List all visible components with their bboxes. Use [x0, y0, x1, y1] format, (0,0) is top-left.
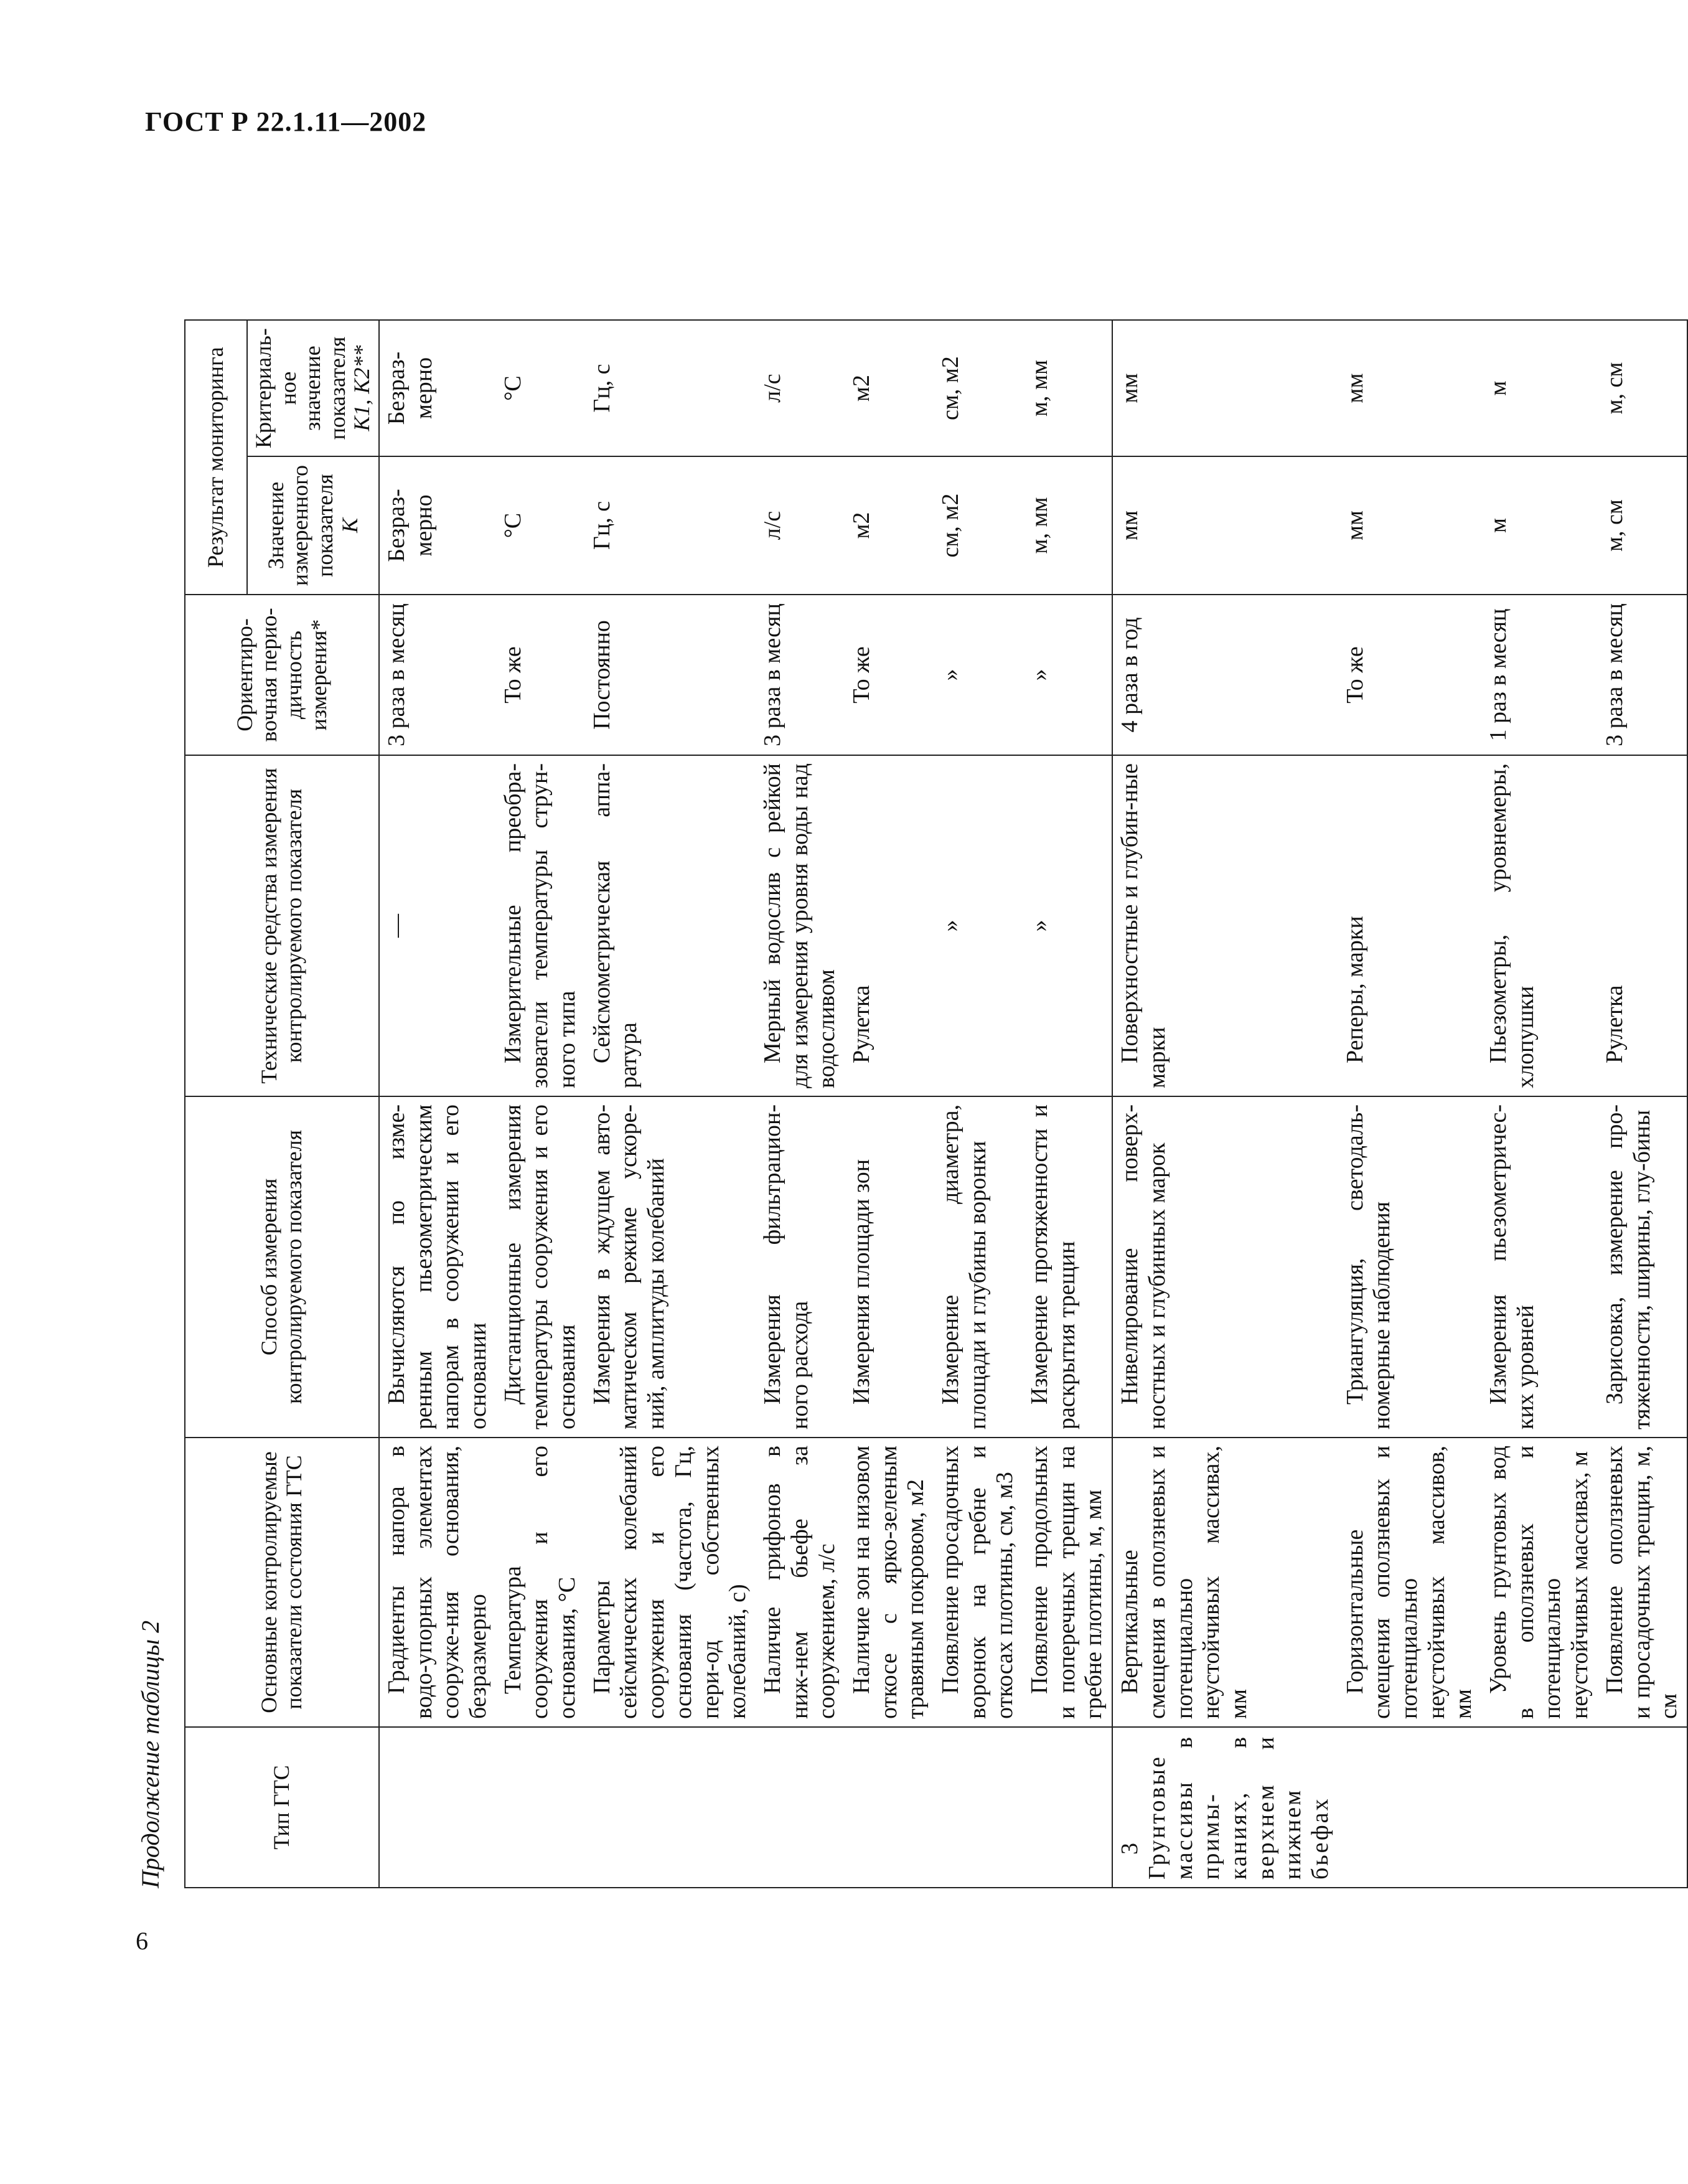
document-code: ГОСТ Р 22.1.11—2002: [145, 106, 427, 137]
value-header-text: Значение измеренного показателя: [263, 464, 337, 586]
rotated-table-region: [131, 181, 1682, 1924]
column-header-tools: Технические средства измерения контролируемого показателя: [185, 755, 379, 1096]
cell-criterion: см, м2: [934, 320, 1023, 456]
table-row: [1481, 320, 1598, 1888]
cell-type: [585, 1727, 756, 1888]
cell-tools: Пьезометры, уровнемеры, хлопушки: [1481, 755, 1598, 1096]
cell-criterion: мм: [1112, 320, 1338, 456]
monitoring-table: [184, 319, 1688, 1888]
column-header-criterion: [247, 320, 379, 456]
cell-type: [496, 1727, 585, 1888]
cell-method: Измерение диаметра, площади и глубины воронки: [934, 1096, 1023, 1438]
cell-period: 3 раза в месяц: [756, 595, 845, 755]
table-row: [756, 320, 845, 1888]
cell-tools: Измерительные преобра-зователи температуры струн-ного типа: [496, 755, 585, 1096]
cell-tools: —: [379, 755, 496, 1096]
cell-period: 1 раз в месяц: [1481, 595, 1598, 755]
cell-indicator: Вертикальные смещения в оползневых и потенциально неустойчивых массивах, мм: [1112, 1438, 1338, 1727]
table-row: [585, 320, 756, 1888]
cell-value: мм: [1112, 456, 1338, 595]
cell-value: мм: [1338, 456, 1481, 595]
cell-type: [1023, 1727, 1112, 1888]
cell-method: Триангуляция, светодаль-номерные наблюдения: [1338, 1096, 1481, 1438]
value-header-k: K: [337, 518, 362, 534]
cell-indicator: Уровень грунтовых вод в оползневых и потенциально неустойчивых массивах, м: [1481, 1438, 1598, 1727]
cell-method: Измерения в ждущем авто-матическом режиме ускоре-ний, амплитуды колебаний: [585, 1096, 756, 1438]
cell-tools: Рулетка: [845, 755, 934, 1096]
cell-type: [1598, 1727, 1687, 1888]
cell-tools: Мерный водослив с рейкой для измерения уровня воды над водосливом: [756, 755, 845, 1096]
criterion-header-text: Критериаль-ное значение показателя: [251, 328, 350, 448]
cell-tools: Поверхностные и глубин-ные марки: [1112, 755, 1338, 1096]
table-row: [1338, 320, 1481, 1888]
cell-criterion: м2: [845, 320, 934, 456]
cell-method: Дистанционные измерения температуры сооружения и его основания: [496, 1096, 585, 1438]
cell-type: [1481, 1727, 1598, 1888]
table-row: [845, 320, 934, 1888]
cell-criterion: Безраз-мерно: [379, 320, 496, 456]
cell-value: Безраз-мерно: [379, 456, 496, 595]
cell-tools: Реперы, марки: [1338, 755, 1481, 1096]
cell-value: м, см: [1598, 456, 1687, 595]
criterion-header-k: K1, K2**: [349, 345, 375, 431]
cell-criterion: Гц, с: [585, 320, 756, 456]
cell-type: 3 Грунтовые массивы в примы-каниях, в верхнем и нижнем бьефах: [1112, 1727, 1338, 1888]
column-header-method: Способ измерения контролируемого показателя: [185, 1096, 379, 1438]
cell-value: °С: [496, 456, 585, 595]
table-caption: Продолжение таблицы 2: [136, 1620, 164, 1888]
table-row: [1112, 320, 1338, 1888]
cell-criterion: м, мм: [1023, 320, 1112, 456]
cell-type: [379, 1727, 496, 1888]
cell-type: [1338, 1727, 1481, 1888]
page-number: 6: [136, 1927, 148, 1955]
cell-tools: Рулетка: [1598, 755, 1687, 1096]
cell-indicator: Горизонтальные смещения оползневых и потенциально неустойчивых массивов, мм: [1338, 1438, 1481, 1727]
cell-type: [845, 1727, 934, 1888]
table-row: [1023, 320, 1112, 1888]
column-header-value: [247, 456, 379, 595]
cell-indicator: Появление продольных и поперечных трещин на гребне плотины, м, мм: [1023, 1438, 1112, 1727]
cell-method: Нивелирование поверх-ностных и глубинных марок: [1112, 1096, 1338, 1438]
table-row: [496, 320, 585, 1888]
cell-criterion: м: [1481, 320, 1598, 456]
cell-method: Вычисляются по изме-ренным пьезометрическим напорам в сооружении и его основании: [379, 1096, 496, 1438]
cell-type: [934, 1727, 1023, 1888]
cell-value: см, м2: [934, 456, 1023, 595]
cell-indicator: Появление оползневых и просадочных трещин, м, см: [1598, 1438, 1687, 1727]
cell-criterion: мм: [1338, 320, 1481, 456]
cell-value: м, мм: [1023, 456, 1112, 595]
cell-period: 4 раза в год: [1112, 595, 1338, 755]
cell-method: Измерения пьезометричес-ких уровней: [1481, 1096, 1598, 1438]
cell-period: Постоянно: [585, 595, 756, 755]
cell-period: То же: [1338, 595, 1481, 755]
cell-tools: »: [1023, 755, 1112, 1096]
cell-period: »: [1023, 595, 1112, 755]
cell-period: »: [934, 595, 1023, 755]
cell-method: Измерения фильтрацион-ного расхода: [756, 1096, 845, 1438]
cell-indicator: Наличие зон на низовом откосе с ярко-зеленым травяным покровом, м2: [845, 1438, 934, 1727]
column-header-type: Тип ГТС: [185, 1727, 379, 1888]
cell-tools: »: [934, 755, 1023, 1096]
table-row: [934, 320, 1023, 1888]
cell-period: То же: [845, 595, 934, 755]
table-row: [379, 320, 496, 1888]
table-row: [1598, 320, 1687, 1888]
cell-criterion: л/с: [756, 320, 845, 456]
cell-indicator: Параметры сейсмических колебаний сооружения и его основания (частота, Гц, пери-од собственных колебаний, с): [585, 1438, 756, 1727]
cell-value: Гц, с: [585, 456, 756, 595]
cell-indicator: Температура сооружения и его основания, °С: [496, 1438, 585, 1727]
cell-indicator: Наличие грифонов в ниж-нем бьефе за сооружением, л/с: [756, 1438, 845, 1727]
cell-type: [756, 1727, 845, 1888]
cell-method: Измерение протяженности и раскрытия трещин: [1023, 1096, 1112, 1438]
cell-period: 3 раза в месяц: [379, 595, 496, 755]
cell-method: Измерения площади зон: [845, 1096, 934, 1438]
cell-tools: Сейсмометрическая аппа-ратура: [585, 755, 756, 1096]
cell-value: м: [1481, 456, 1598, 595]
cell-method: Зарисовка, измерение про-тяженности, ширины, глу-бины: [1598, 1096, 1687, 1438]
cell-value: м2: [845, 456, 934, 595]
cell-value: л/с: [756, 456, 845, 595]
header-row: [185, 320, 247, 1888]
cell-period: 3 раза в месяц: [1598, 595, 1687, 755]
column-header-indicators: Основные контролируемые показатели состояния ГТС: [185, 1438, 379, 1727]
cell-period: То же: [496, 595, 585, 755]
column-header-period: Ориентиро-вочная перио-дичность измерения*: [185, 595, 379, 755]
cell-indicator: Появление просадочных воронок на гребне и откосах плотины, см, м3: [934, 1438, 1023, 1727]
cell-criterion: °С: [496, 320, 585, 456]
cell-indicator: Градиенты напора в водо-упорных элементах сооруже-ния основания, безразмерно: [379, 1438, 496, 1727]
cell-criterion: м, см: [1598, 320, 1687, 456]
column-header-result: Результат мониторинга: [185, 320, 247, 595]
